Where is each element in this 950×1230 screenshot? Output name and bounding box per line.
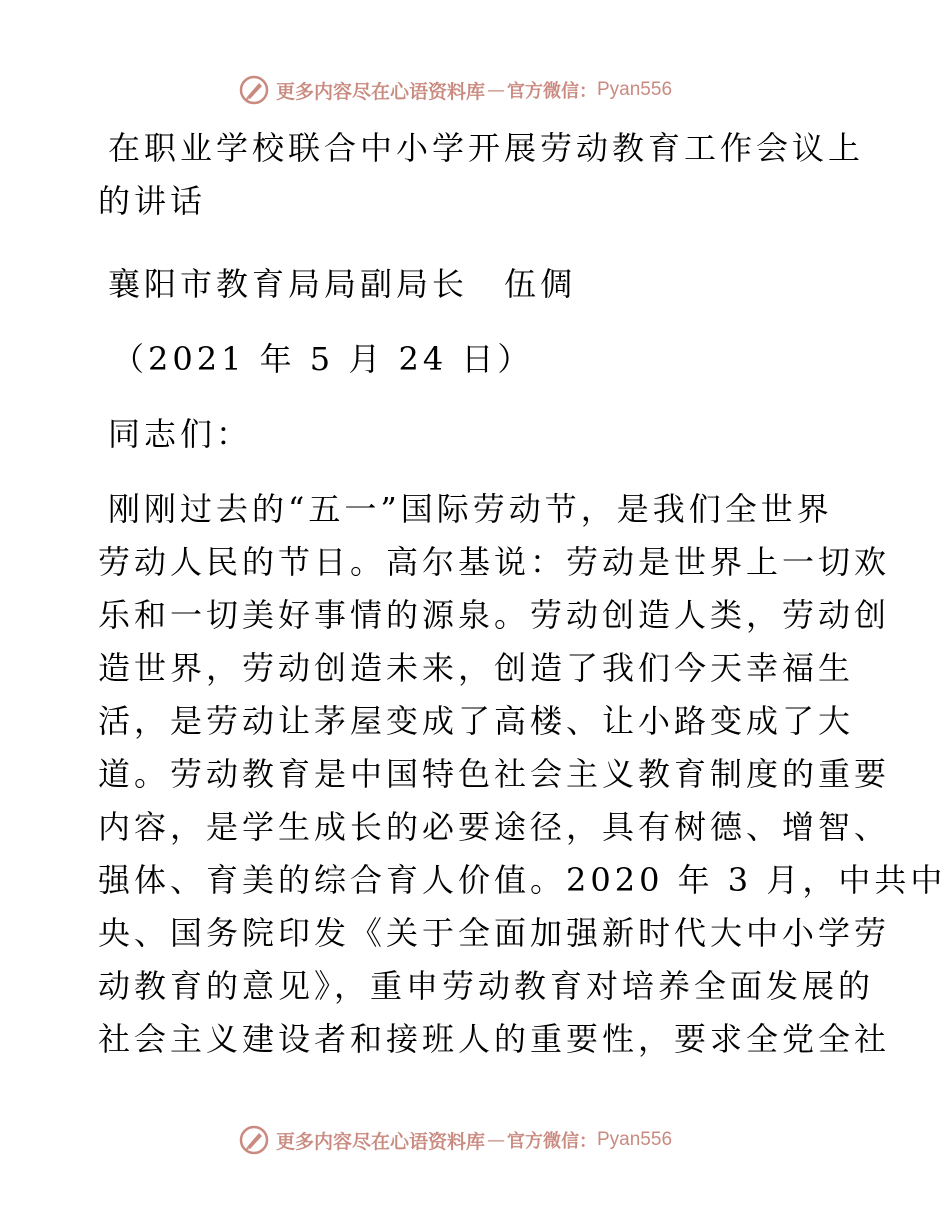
banner-main-text: 更多内容尽在心语资料库: [275, 80, 485, 103]
banner-wechat-label: 官方微信：: [507, 81, 597, 102]
body-line: 乐和一切美好事情的源泉。劳动创造人类，劳动创: [98, 596, 891, 634]
title-line-2: 的讲话: [98, 182, 207, 220]
date-line: （2021 年 5 月 24 日）: [112, 340, 534, 378]
body-line: 劳动人民的节日。高尔基说：劳动是世界上一切欢: [98, 543, 891, 581]
footer-banner: [0, 1120, 950, 1160]
banner-separator: —: [487, 1129, 505, 1151]
banner-separator: —: [487, 79, 505, 101]
body-line: 道。劳动教育是中国特色社会主义教育制度的重要: [98, 755, 891, 793]
body-line: 社会主义建设者和接班人的重要性，要求全党全社: [98, 1020, 891, 1058]
body-line: 内容，是学生成长的必要途径，具有树德、增智、: [98, 808, 891, 846]
body-line: 动教育的意见》，重申劳动教育对培养全面发展的: [98, 967, 875, 1005]
banner-wechat-id: Pyan556: [597, 1129, 673, 1150]
greeting: 同志们：: [108, 415, 253, 453]
author-line: 襄阳市教育局局副局长 伍倜: [108, 265, 577, 303]
banner-main-text: 更多内容尽在心语资料库: [275, 1130, 485, 1153]
body-line: 强体、育美的综合育人价值。2020 年 3 月，中共中: [98, 861, 947, 899]
header-banner: [0, 70, 950, 110]
banner-wechat-id: Pyan556: [597, 79, 673, 100]
body-line: 刚刚过去的“五一”国际劳动节，是我们全世界: [108, 490, 833, 528]
document-body: [98, 122, 947, 1066]
body-line: 央、国务院印发《关于全面加强新时代大中小学劳: [98, 914, 891, 952]
pen-logo-icon: [238, 1124, 270, 1156]
body-paragraph: [98, 483, 947, 1066]
pen-logo-icon: [238, 74, 270, 106]
body-line: 活，是劳动让茅屋变成了高楼、让小路变成了大: [98, 702, 855, 740]
body-line: 造世界，劳动创造未来，创造了我们今天幸福生: [98, 649, 855, 687]
title-line-1: 在职业学校联合中小学开展劳动教育工作会议上: [108, 129, 865, 167]
banner-wechat-label: 官方微信：: [507, 1131, 597, 1152]
